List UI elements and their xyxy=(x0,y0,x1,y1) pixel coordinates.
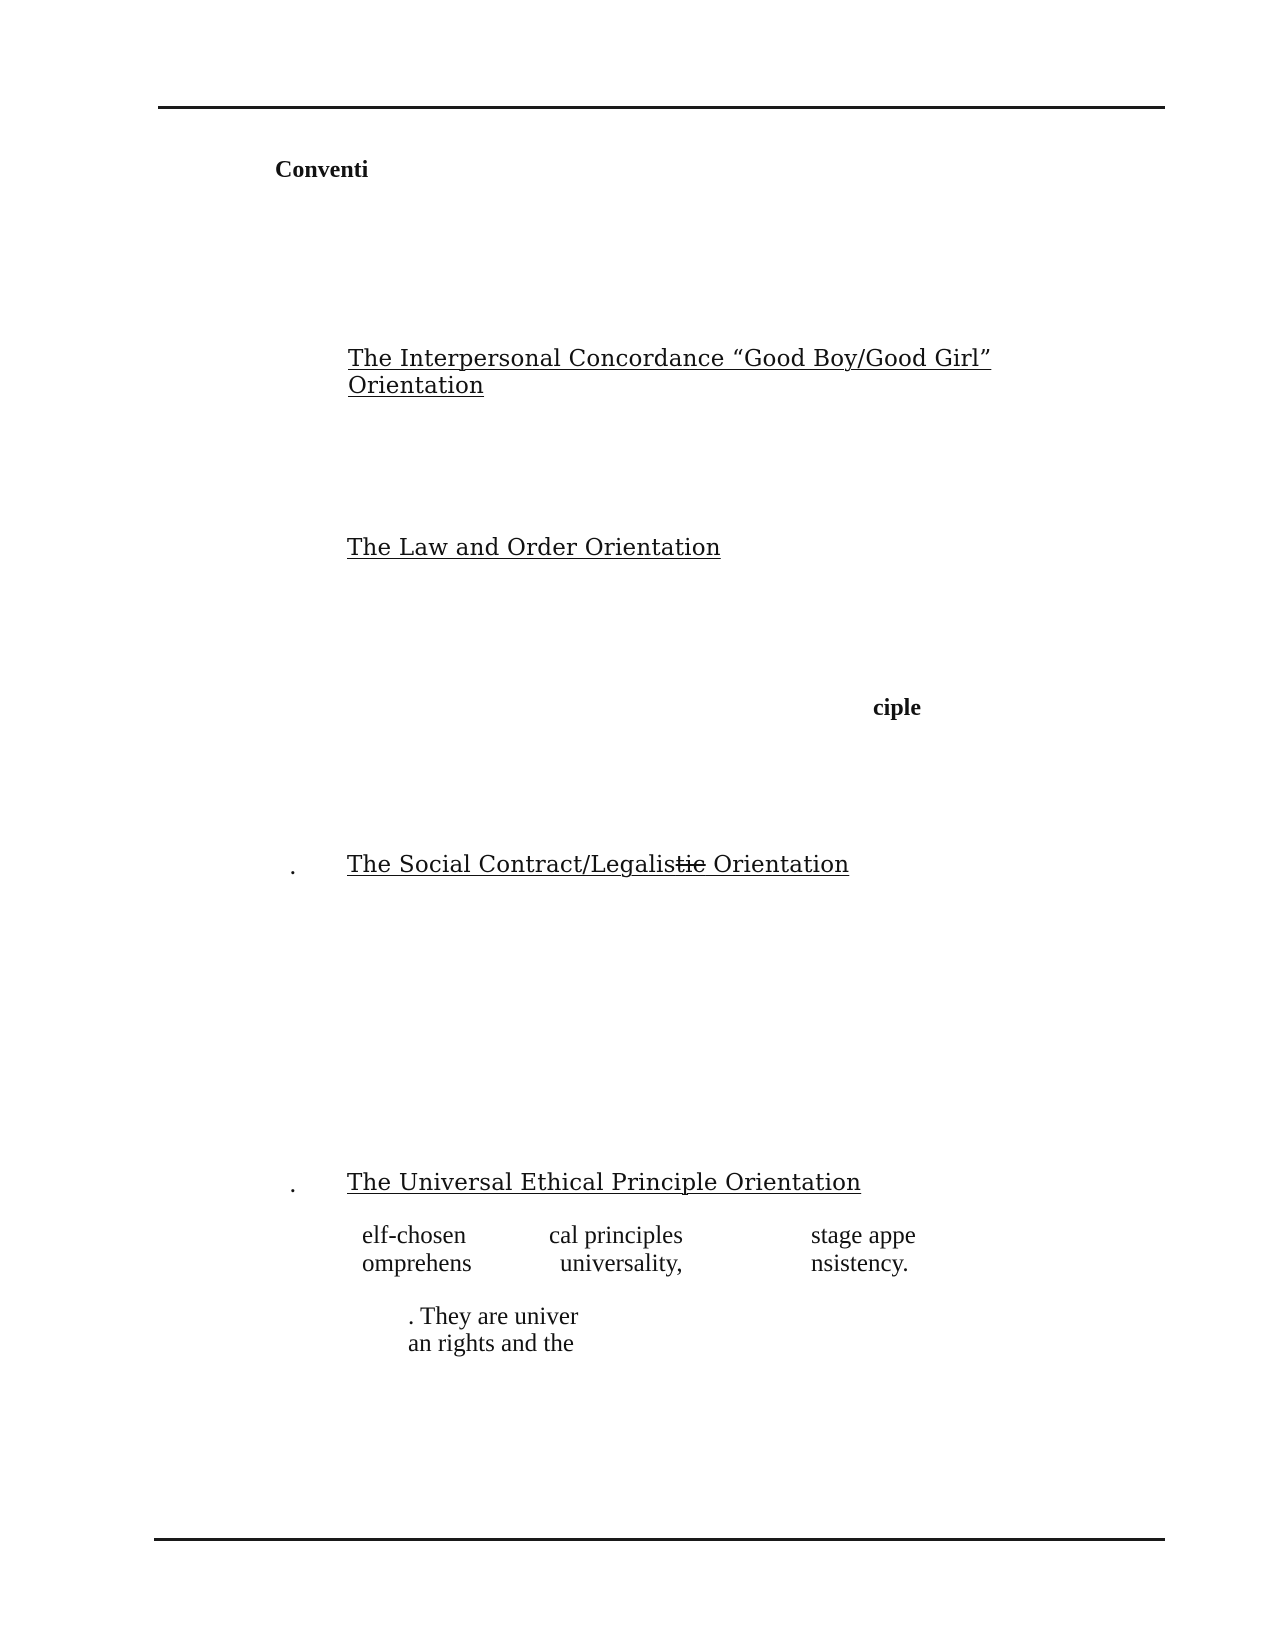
heading-social-contract-c: Orientation xyxy=(705,852,850,878)
fragment-col2-line2: universality, xyxy=(560,1250,683,1277)
heading-social-contract xyxy=(347,851,849,879)
heading-interpersonal-line2: Orientation xyxy=(348,373,485,399)
heading-social-contract-a: The Social Contract/Legalis xyxy=(347,852,676,878)
top-rule xyxy=(158,106,1165,109)
fragment-para2-line2: an rights and the xyxy=(408,1330,574,1357)
heading-universal: The Universal Ethical Principle Orientation xyxy=(347,1170,862,1196)
heading-social-contract-struck: tic xyxy=(675,852,706,878)
bullet-universal: . xyxy=(289,1170,297,1198)
principle-fragment: ciple xyxy=(873,695,921,721)
section-title: Conventi xyxy=(275,157,369,183)
fragment-para2-line1: . They are univer xyxy=(408,1303,579,1330)
fragment-col1-line1: elf-chosen xyxy=(362,1222,467,1249)
fragment-col2-line1: cal principles xyxy=(549,1222,683,1249)
fragment-col3-line1: stage appe xyxy=(811,1222,916,1249)
bottom-rule xyxy=(154,1538,1165,1541)
fragment-col3-line2: nsistency. xyxy=(811,1250,909,1277)
fragment-col1-line2: omprehens xyxy=(362,1250,472,1277)
bullet-social-contract: . xyxy=(289,852,297,880)
heading-law-order: The Law and Order Orientation xyxy=(347,535,721,561)
heading-interpersonal-line1: The Interpersonal Concordance “Good Boy/Good Girl” xyxy=(348,346,992,372)
